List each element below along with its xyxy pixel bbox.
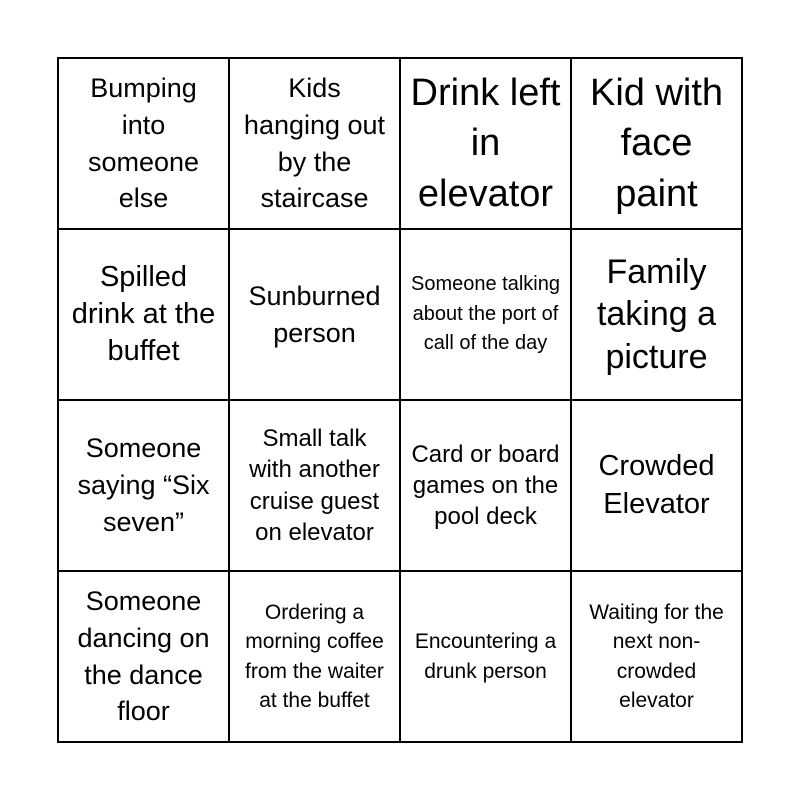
cell-text: Bumping into someone else (87, 72, 200, 214)
bingo-cell-16[interactable] (571, 571, 742, 742)
cell-text: Encountering a drunk person (414, 630, 557, 683)
bingo-cell-4[interactable] (571, 58, 742, 229)
bingo-cell-14[interactable] (229, 571, 400, 742)
cell-text: Ordering a morning coffee from the waiter at the buffet (245, 600, 384, 712)
cell-text: Sunburned person (248, 280, 381, 348)
cell-text: Small talk with another cruise guest on elevator (249, 425, 380, 546)
cell-text: Someone dancing on the dance floor (77, 585, 210, 727)
bingo-cell-6[interactable] (229, 229, 400, 400)
bingo-cell-13[interactable] (58, 571, 229, 742)
cell-text: Waiting for the next non-crowded elevator (589, 600, 724, 712)
bingo-cell-7[interactable] (400, 229, 571, 400)
bingo-cell-12[interactable] (571, 400, 742, 571)
bingo-cell-2[interactable] (229, 58, 400, 229)
cell-text: Spilled drink at the buffet (71, 260, 216, 368)
cell-text: Kids hanging out by the staircase (243, 72, 386, 214)
bingo-cell-5[interactable] (58, 229, 229, 400)
bingo-cell-11[interactable] (400, 400, 571, 571)
cell-text: Drink left in elevator (410, 72, 561, 215)
bingo-cell-10[interactable] (229, 400, 400, 571)
bingo-cell-9[interactable] (58, 400, 229, 571)
bingo-cell-1[interactable] (58, 58, 229, 229)
cell-text: Kid with face paint (589, 72, 724, 215)
bingo-cell-3[interactable] (400, 58, 571, 229)
cell-text: Crowded Elevator (598, 450, 715, 520)
cell-text: Family taking a picture (596, 252, 717, 376)
bingo-cell-8[interactable] (571, 229, 742, 400)
cell-text: Card or board games on the pool deck (411, 440, 560, 531)
cell-text: Someone talking about the port of call of the day (411, 273, 560, 355)
cell-text: Someone saying “Six seven” (77, 433, 210, 537)
bingo-board (57, 57, 743, 743)
bingo-cell-15[interactable] (400, 571, 571, 742)
